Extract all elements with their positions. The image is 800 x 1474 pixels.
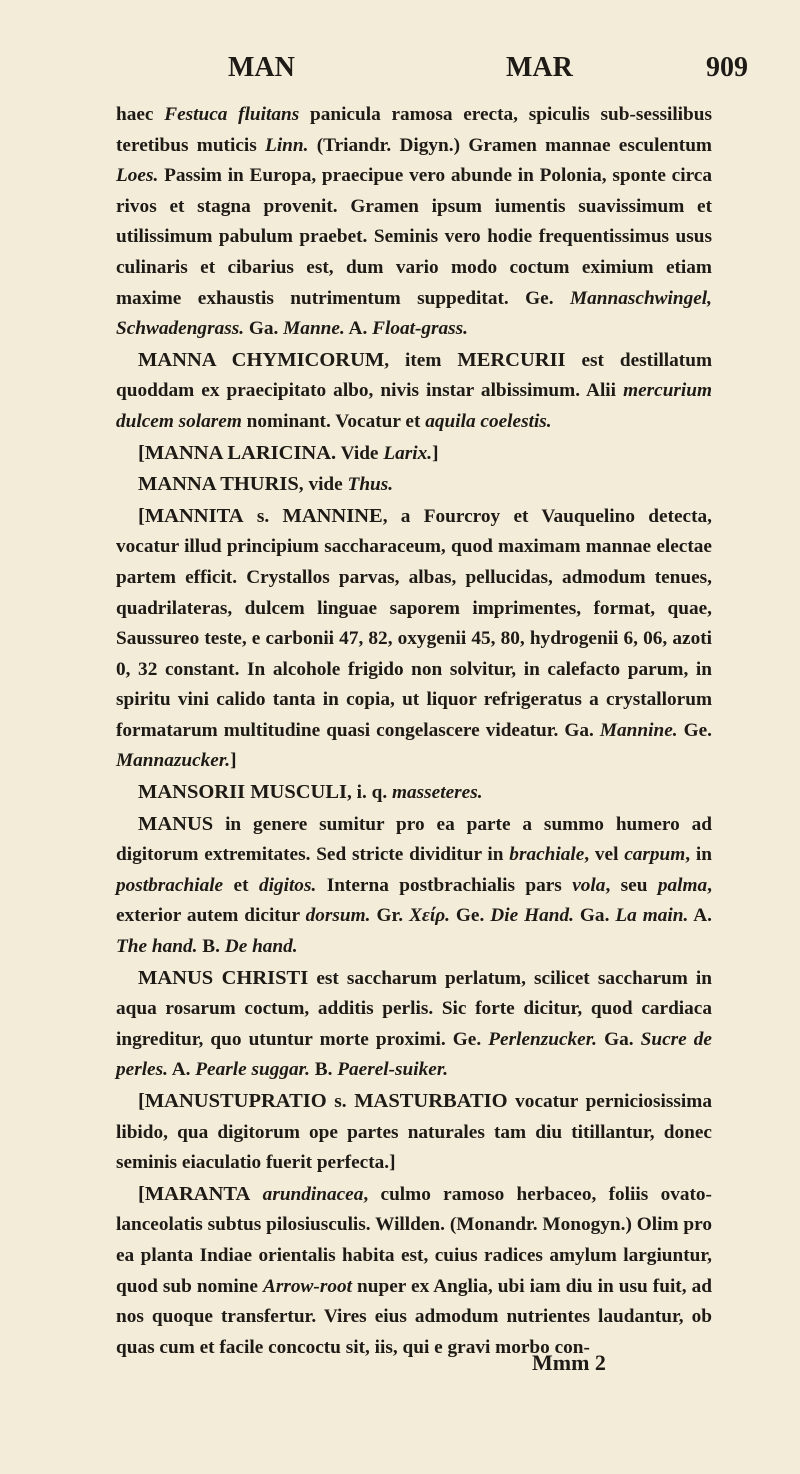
italic-term: Perlenzucker. <box>488 1028 598 1050</box>
entry-text: , item <box>384 349 458 371</box>
italic-term: brachiale <box>509 844 585 866</box>
headword: [MARANTA <box>138 1182 251 1205</box>
italic-term: The hand. <box>116 936 198 958</box>
entry-text: vocatur perniciosissima libido, qua digitorum ope partes naturales tam diu titillantur, donec seminis eiaculatio fuerit perfecta.] <box>116 1091 712 1174</box>
italic-term: De hand. <box>224 936 298 958</box>
header-guide-word-right: MAR <box>506 52 573 83</box>
entry-text: A. <box>688 905 713 927</box>
entry-manustupratio <box>116 1086 712 1179</box>
entry-mannita <box>116 501 712 777</box>
entry-text: et <box>223 874 259 896</box>
entry-text: Ga. <box>597 1028 641 1050</box>
italic-term: La main. <box>615 905 689 927</box>
entry-text: B. <box>309 1059 338 1081</box>
signature-mark: Mmm 2 <box>532 1350 606 1375</box>
entry-laricina <box>116 438 712 470</box>
entry-text: Ga. <box>244 318 284 340</box>
headword: MANSORII MUSCULI <box>138 781 348 804</box>
entry-text: Gr. <box>370 905 410 927</box>
italic-term: Die Hand. <box>490 905 574 927</box>
entry-text: A. <box>344 318 373 340</box>
entry-text: , vel <box>584 844 625 866</box>
entry-text: A. <box>167 1059 196 1081</box>
entry-text: , vide <box>298 474 348 496</box>
italic-term: vola <box>572 874 606 896</box>
italic-term: Manne. <box>283 318 345 340</box>
italic-term: Χείρ. <box>409 905 450 927</box>
italic-term: Festuca fluitans <box>164 104 300 125</box>
italic-term: masseteres. <box>392 782 483 804</box>
entry-text: Ge. <box>677 719 712 741</box>
headword: MANNINE <box>282 504 383 527</box>
entry-text: nuper ex Anglia, ubi iam diu in usu fuit, ad nos quoque transfertur. Vires eius admodum nutrientes laudantur, ob quas cum et facile concoctu sit, iis, qui e gravi morbo con- <box>116 1275 712 1358</box>
italic-term: Mannazucker. <box>116 750 231 772</box>
italic-term: Arrow-root <box>263 1275 352 1297</box>
entry-text: , exterior autem dicitur <box>116 874 712 927</box>
running-header <box>118 52 748 92</box>
italic-term: dorsum. <box>305 905 371 927</box>
italic-term: aquila coelestis. <box>425 410 552 432</box>
entry-text: , seu <box>605 874 658 896</box>
entry-mansorii <box>116 777 712 809</box>
entry-text: Passim in Europa, praecipue vero abunde in Polonia, sponte circa rivos et stagna provenit. Gramen ipsum iumentis suavissimum et utilissimum pabulum praebet. Seminis vero hodie frequentissimus usus culinaris et cibarius est, dum vario modo coctum eximium etiam maxime exhaustis nutrimentum suppeditat. Ge. <box>116 165 712 309</box>
italic-term: Larix. <box>383 442 433 464</box>
italic-term: Linn. <box>265 134 309 156</box>
entry-text: ] <box>432 442 439 464</box>
italic-term: Loes. <box>116 165 159 187</box>
headword: [MANNA LARICINA. <box>138 441 337 464</box>
headword: [MANUSTUPRATIO <box>138 1090 327 1112</box>
entry-manus-christi <box>116 963 712 1086</box>
italic-term: digitos. <box>258 874 317 896</box>
entry-text: , in <box>685 844 712 866</box>
entry-text: ] <box>230 750 237 772</box>
headword: MANUS <box>138 812 214 835</box>
italic-term: Paerel-suiker. <box>337 1059 449 1081</box>
entry-text: , a Fourcroy et Vauquelino detecta, vocatur illud principium saccharaceum, quod maximam mannae electae partem efficit. Crystallos parvas, albas, pellucidas, admodum tenues, quadrilateras, dulcem linguae saporem imprimentes, format, quae, Saussureo teste, e carbonii 47, 82, oxygenii 45, 80, hydrogenii 6, 06, azoti 0, 32 constant. In alcohole frigido non solvitur, in calefacto parum, in spiritu vini calido tanta in copia, ut liquor refrigeratus a crystallorum formatarum multitudine quasi congelascere videatur. Ga. <box>116 505 712 741</box>
entry-text: in genere sumitur pro ea parte a summo humero ad digitorum extremitates. Sed stricte dividitur in <box>116 813 712 866</box>
italic-term: Sucre de perles. <box>116 1028 712 1081</box>
entry-text: , i. q. <box>347 782 393 804</box>
italic-term: Pearle suggar. <box>195 1059 310 1081</box>
headword: MANNA CHYMICORUM <box>138 348 385 371</box>
entry-text: haec <box>116 104 165 125</box>
entry-maranta <box>116 1179 712 1364</box>
entry-text: Interna postbrachialis pars <box>316 874 573 896</box>
italic-term: postbrachiale <box>116 874 224 896</box>
headword: MASTURBATIO <box>354 1090 508 1112</box>
entry-text: est saccharum perlatum, scilicet saccharum in aqua rosarum coctum, additis perlis. Sic forte dicitur, quod cardiaca ingreditur, quo utuntur morte proximi. Ge. <box>116 967 712 1050</box>
entry-text: est destillatum quoddam ex praecipitato albo, nivis instar albissimum. Alii <box>116 349 713 402</box>
entry-text: (Triandr. Digyn.) Gramen mannae esculentum <box>308 134 712 156</box>
entry-festuca <box>116 100 712 345</box>
entry-manus <box>116 809 712 963</box>
headword: [MANNITA <box>138 504 244 527</box>
italic-term: mercurium dulcem solarem <box>116 380 712 432</box>
headword: MANNA THURIS <box>138 473 299 496</box>
entry-chymicorum <box>116 345 712 438</box>
italic-term: Mannaschwingel, Schwadengrass. <box>116 287 712 340</box>
italic-term: Thus. <box>347 474 394 496</box>
italic-term: arundinacea <box>262 1183 364 1205</box>
italic-term: carpum <box>624 844 686 866</box>
entry-text: B. <box>197 936 225 958</box>
headword: MANUS CHRISTI <box>138 966 309 989</box>
entry-text: Ge. <box>449 905 491 927</box>
italic-term: Mannine. <box>599 719 678 741</box>
entry-thuris <box>116 469 712 501</box>
entry-text: , culmo ramoso herbaceo, foliis ovato-lanceolatis subtus pilosiusculis. Willden. (Monandr. Monogyn.) Olim pro ea planta Indiae orientalis habita est, cuius radices amylum largiuntur, quod sub nomine <box>116 1183 712 1297</box>
entry-text: Vide <box>336 442 384 464</box>
page-number: 909 <box>706 52 748 83</box>
headword: MERCURII <box>457 348 566 371</box>
header-guide-word-left: MAN <box>228 52 295 83</box>
entry-text: panicula ramosa erecta, spiculis sub-sessilibus teretibus muticis <box>116 104 712 156</box>
entry-text: Ga. <box>573 905 616 927</box>
entry-text <box>250 1184 262 1205</box>
entry-text: nominant. Vocatur et <box>241 410 426 432</box>
entries-column <box>116 100 712 1363</box>
italic-term: palma <box>657 874 708 896</box>
entry-text: s. <box>326 1091 355 1112</box>
italic-term: Float-grass. <box>372 318 468 340</box>
entry-text: s. <box>243 505 283 527</box>
